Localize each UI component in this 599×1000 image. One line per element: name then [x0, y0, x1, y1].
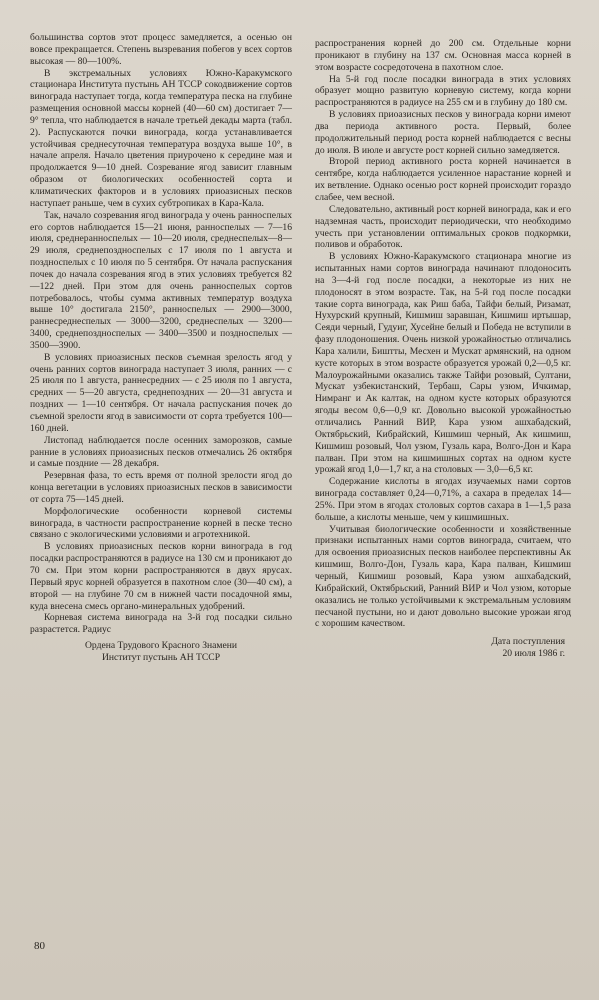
paragraph: большинства сортов этот процесс замедляется, а осенью он вовсе прекращается. Степень вызревания побегов у всех сортов высокая — 80—100%. [30, 32, 292, 67]
paragraph: В условиях приоазисных песков у винограда корни имеют два периода активного роста. Первый, более продолжительный период роста корней наблюдается с весны до июля. В июле и августе рост корней сильно замедляется. [315, 109, 571, 156]
paragraph: Морфологические особенности корневой системы винограда, в частности распространение корней в песке тесно связано с экологическими условиями и агротехникой. [30, 505, 292, 541]
paragraph: Корневая система винограда на 3-й год посадки сильно разрастется. Радиус [30, 612, 292, 636]
institution-line-1: Ордена Трудового Красного Знамени [84, 640, 238, 652]
page-number: 80 [34, 940, 45, 952]
paragraph: В условиях приоазисных песков корни винограда в год посадки распространяются в радиусе на 130 см и проникают до 70 см. При этом корни распространяются в двух ярусах. Первый ярус корней образуется в пахотном слое (30—40 см), а второй — на глубине 70 см в нижней части посадочной ямы, куда внесена смесь органо-минеральных удобрений. [30, 541, 292, 612]
received-date: 20 июля 1986 г. [502, 648, 565, 660]
paragraph: В экстремальных условиях Южно-Каракумского стационара Института пустынь АН ТССР сокодвижение сортов винограда наступает тогда, когда температура песка на глубине размещения основной массы корней (40—60 см) достигает 7—9° тепла, что наблюдается в начале третьей декады марта (табл. 2). Распускаются почки винограда, когда устанавливается устойчивая среднесуточная температура воздуха выше 10°, в начале апреля. Начало цветения приурочено к середине мая и продолжается 9—10 дней. Созревание ягод зависит главным образом от биологических особенностей сорта и климатических факторов и в условиях приоазисных песков наступает раньше, чем в сухих субтропиках в Кара-Кала. [30, 67, 292, 209]
paragraph: Листопад наблюдается после осенних заморозков, самые ранние в условиях приоазисных песков отмечались 26 октября и самые поздние — 28 декабря. [30, 434, 292, 470]
right-text-column [315, 38, 571, 660]
paragraph: Следовательно, активный рост корней винограда, как и его надземная часть, происходит периодически, что необходимо учесть при установлении оптимальных сроков подкормки, поливов и обработок. [315, 203, 571, 251]
paragraph: Так, начало созревания ягод винограда у очень ранноспелых его сортов наблюдается 15—21 июня, ранноспелых — 7—16 июля, среднеранноспелых — 10—20 июля, среднеспелых—8—29 июля, среднепоздноспелых с 17 июля по 1 августа и поздноспелых с 10 июля по 5 сентября. От начала распускания почек до начала созревания ягод в этих условиях требуется 82—122 дней. При этом для очень ранноспелых сортов потребовалось, чтобы сумма активных температур воздуха выше 10° достигала 2150°, ранноспелых — 2900—3000, раннесреднеспелых — 3000—3200, среднеспелых — 3200—3400, среднепоздноспелых — 3400—3500 и поздноспелых — 3500—3900. [30, 209, 292, 351]
paragraph: Учитывая биологические особенности и хозяйственные признаки испытанных нами сортов винограда, считаем, что для освоения приоазисных песков наиболее перспективны Ак кишмиш, Волго-Дон, Гузаль кара, Кара палван, Кишмиш черный, Кишмиш розовый, Кара узюм ашхабадский, Кибрайский, Октябрьский, Ранний ВИР и Чол узюм, которые оказались не только устойчивыми к экстремальным условиям песчаной пустыни, но и дают довольно высокие урожаи ягод с хорошим качеством. [315, 523, 571, 630]
left-text-column [30, 32, 292, 664]
paragraph: В условиях приоазисных песков съемная зрелость ягод у очень ранних сортов винограда наступает 3 июля, ранних — с 25 июля по 1 августа, раннесредних — с 25 июля по 1 августа, средних — 5—20 августа, среднепоздних — 20—31 августа и поздних — 1—10 сентября. От начала распускания почек до съемной зрелости ягод в зависимости от сорта требуется 100—160 дней. [30, 351, 292, 434]
received-label: Дата поступления [491, 636, 565, 648]
paragraph: Второй период активного роста корней начинается в сентябре, когда наблюдается усиленное нарастание корней и их ветвление. Однако осенью рост корней происходит гораздо слабее, чем весной. [315, 156, 571, 203]
institution-line-2: Институт пустынь АН ТССР [101, 651, 221, 663]
paragraph: Содержание кислоты в ягодах изучаемых нами сортов винограда составляет 0,24—0,71%, а сахара в пределах 14—25%. При этом в ягодах столовых сортов сахара в 1—1,5 раза больше, а кислоты меньше, чем у кишмишных. [315, 476, 571, 523]
paragraph: Резервная фаза, то есть время от полной зрелости ягод до конца вегетации в условиях приоазисных песков в зависимости от сорта 75—145 дней. [30, 470, 292, 505]
paragraph: распространения корней до 200 см. Отдельные корни проникают в глубину на 137 см. Основная масса корней в этом возрасте сосредоточена в пахотном слое. [315, 38, 571, 73]
paragraph: В условиях Южно-Каракумского стационара многие из испытанных нами сортов винограда начинают плодоносить на 3—4-й год после посадки, а некоторые из них не плодоносят в этом возрасте. Так, на 5-й год после посадки такие сорта винограда, как Риш баба, Тайфи белый, Ризамат, Нухурский крупный, Кишмиш заравшан, Кишмиш иртышар, Сеяди черный, Гудуиг, Хусейне белый и Победа не вступили в фазу плодоношения. Очень низкой урожайностью отличались Кара халили, Биштты, Месхен и Мускат армянский, на одном кусте которых в этом возрасте образуется урожай 0,2—0,5 кг. Малоурожайными оказались также Тайфи розовый, Султани, Мускат узбекистанский, Тербаш, Сары узюм, Ичкимар, Нимранг и Ак калтак, на одном кусте которых образуются ягоды весом 0,6—0,9 кг. Довольно высокой урожайностью отличались Ранний ВИР, Кара узюм ашхабадский, Октябрьский, Кибрайский, Кишмиш черный, Ак кишмиш, Кишмиш розовый, Чол узюм, Гузаль кара, Волго-Дон и Кара палван. При этом на кишмишных сортах на одном кусте урожай ягод 1,0—1,7 кг, а на столовых — 3,0—6,5 кг. [315, 251, 571, 476]
paragraph: На 5-й год после посадки винограда в этих условиях образует мощно развитую корневую систему, когда корни распространяются в радиусе на 255 см и в глубину до 180 см. [315, 73, 571, 109]
